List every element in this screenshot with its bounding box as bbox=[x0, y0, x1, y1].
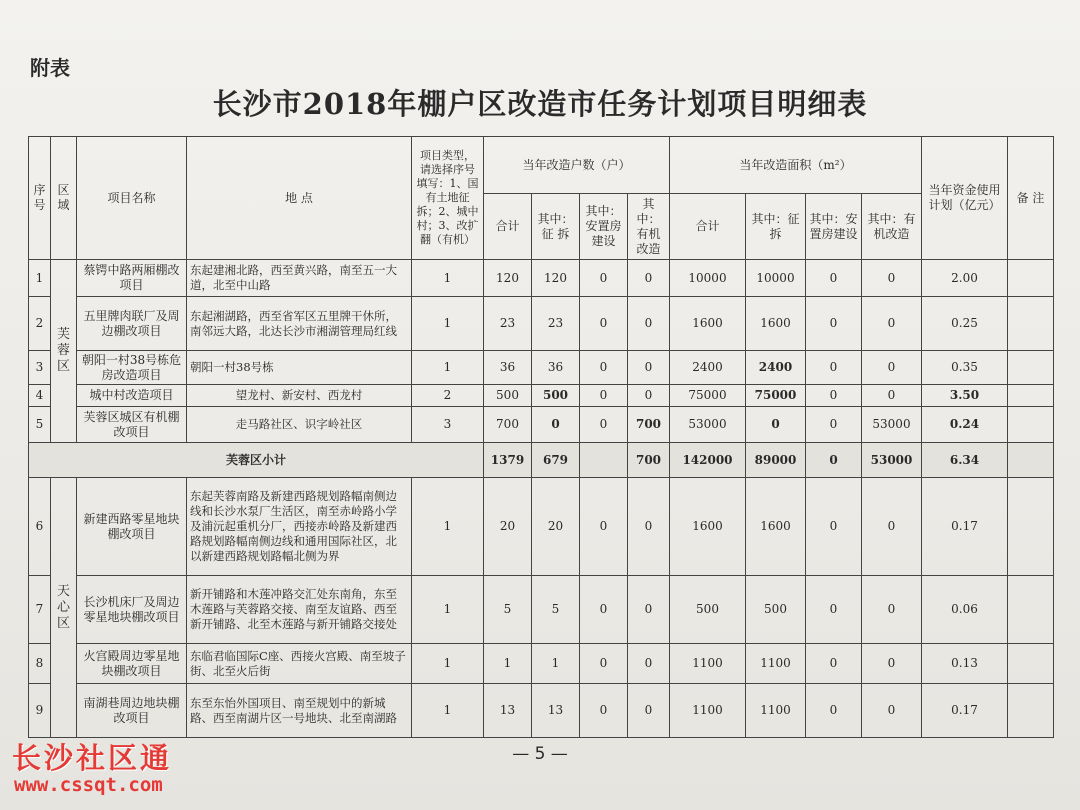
cell-hh-res: 0 bbox=[580, 297, 628, 351]
cell-seq: 7 bbox=[29, 576, 51, 644]
cell-hh-org: 0 bbox=[628, 644, 670, 684]
cell-hh-dem: 36 bbox=[532, 351, 580, 385]
subtotal-ar-dem: 89000 bbox=[746, 443, 806, 478]
cell-seq: 3 bbox=[29, 351, 51, 385]
table-row bbox=[29, 351, 1054, 385]
cell-name: 芙蓉区城区有机棚改项目 bbox=[77, 407, 187, 443]
col-hh-total: 合计 bbox=[484, 194, 532, 260]
cell-name: 新建西路零星地块棚改项目 bbox=[77, 478, 187, 576]
cell-name: 朝阳一村38号栋危房改造项目 bbox=[77, 351, 187, 385]
cell-ar-total: 53000 bbox=[670, 407, 746, 443]
cell-ar-org: 0 bbox=[862, 351, 922, 385]
cell-ar-dem: 1100 bbox=[746, 644, 806, 684]
subtotal-hh-dem: 679 bbox=[532, 443, 580, 478]
col-hh-organic: 其中：有机改造 bbox=[628, 194, 670, 260]
cell-hh-org: 0 bbox=[628, 351, 670, 385]
cell-hh-total: 20 bbox=[484, 478, 532, 576]
watermark-site-url: www.cssqt.com bbox=[14, 774, 163, 796]
cell-ar-res: 0 bbox=[806, 385, 862, 407]
subtotal-ar-total: 142000 bbox=[670, 443, 746, 478]
district-cell-furong: 芙蓉区 bbox=[51, 260, 77, 443]
cell-location: 东至东怡外国项目、南至规划中的新城路、西至南湖片区一号地块、北至南湖路 bbox=[187, 684, 412, 738]
cell-location: 东临君临国际C座、西接火宫殿、南至坡子街、北至火后街 bbox=[187, 644, 412, 684]
cell-hh-dem: 20 bbox=[532, 478, 580, 576]
cell-hh-org: 0 bbox=[628, 478, 670, 576]
cell-remark bbox=[1008, 385, 1054, 407]
cell-type: 1 bbox=[412, 351, 484, 385]
cell-seq: 5 bbox=[29, 407, 51, 443]
cell-ar-dem: 2400 bbox=[746, 351, 806, 385]
cell-ar-dem: 75000 bbox=[746, 385, 806, 407]
cell-location: 朝阳一村38号栋 bbox=[187, 351, 412, 385]
cell-hh-total: 700 bbox=[484, 407, 532, 443]
cell-type: 1 bbox=[412, 297, 484, 351]
table-row bbox=[29, 260, 1054, 297]
cell-funds: 0.35 bbox=[922, 351, 1008, 385]
cell-name: 五里牌肉联厂及周边棚改项目 bbox=[77, 297, 187, 351]
cell-hh-res: 0 bbox=[580, 684, 628, 738]
cell-ar-res: 0 bbox=[806, 351, 862, 385]
cell-ar-total: 500 bbox=[670, 576, 746, 644]
cell-ar-org: 0 bbox=[862, 478, 922, 576]
page-title: 长沙市2018年棚户区改造市任务计划项目明细表 bbox=[212, 87, 868, 121]
cell-hh-dem: 120 bbox=[532, 260, 580, 297]
cell-hh-total: 13 bbox=[484, 684, 532, 738]
col-name: 项目名称 bbox=[77, 137, 187, 260]
cell-name: 南湖巷周边地块棚改项目 bbox=[77, 684, 187, 738]
cell-funds: 0.17 bbox=[922, 684, 1008, 738]
cell-remark bbox=[1008, 260, 1054, 297]
cell-name: 城中村改造项目 bbox=[77, 385, 187, 407]
cell-ar-res: 0 bbox=[806, 576, 862, 644]
table-row bbox=[29, 684, 1054, 738]
cell-hh-res: 0 bbox=[580, 385, 628, 407]
table-row bbox=[29, 576, 1054, 644]
cell-name: 长沙机床厂及周边零星地块棚改项目 bbox=[77, 576, 187, 644]
col-ar-total: 合计 bbox=[670, 194, 746, 260]
cell-location: 新开铺路和木莲冲路交汇处东南角，东至木莲路与芙蓉路交接、南至友谊路、西至新开铺路、北至木莲路与新开铺路交接处 bbox=[187, 576, 412, 644]
cell-funds: 0.24 bbox=[922, 407, 1008, 443]
cell-ar-org: 53000 bbox=[862, 407, 922, 443]
subtotal-hh-res bbox=[580, 443, 628, 478]
cell-name: 蔡锷中路两厢棚改项目 bbox=[77, 260, 187, 297]
cell-ar-res: 0 bbox=[806, 297, 862, 351]
project-table bbox=[28, 136, 1054, 738]
cell-ar-res: 0 bbox=[806, 644, 862, 684]
subtotal-label: 芙蓉区小计 bbox=[29, 443, 484, 478]
cell-seq: 8 bbox=[29, 644, 51, 684]
cell-hh-org: 0 bbox=[628, 684, 670, 738]
table-row bbox=[29, 478, 1054, 576]
cell-remark bbox=[1008, 644, 1054, 684]
cell-hh-res: 0 bbox=[580, 351, 628, 385]
col-households-group: 当年改造户数（户） bbox=[484, 137, 670, 194]
table-row bbox=[29, 644, 1054, 684]
page-number: — 5 — bbox=[512, 744, 568, 764]
cell-name: 火宫殿周边零星地块棚改项目 bbox=[77, 644, 187, 684]
cell-remark bbox=[1008, 407, 1054, 443]
table-row bbox=[29, 297, 1054, 351]
cell-remark bbox=[1008, 351, 1054, 385]
appendix-label: 附表 bbox=[30, 56, 70, 80]
cell-hh-org: 0 bbox=[628, 385, 670, 407]
cell-ar-org: 0 bbox=[862, 644, 922, 684]
cell-hh-total: 36 bbox=[484, 351, 532, 385]
cell-ar-dem: 0 bbox=[746, 407, 806, 443]
cell-ar-res: 0 bbox=[806, 260, 862, 297]
col-funds: 当年资金使用计划（亿元） bbox=[922, 137, 1008, 260]
cell-location: 望龙村、新安村、西龙村 bbox=[187, 385, 412, 407]
subtotal-hh-total: 1379 bbox=[484, 443, 532, 478]
cell-hh-dem: 1 bbox=[532, 644, 580, 684]
cell-hh-dem: 0 bbox=[532, 407, 580, 443]
cell-ar-total: 1100 bbox=[670, 684, 746, 738]
cell-hh-res: 0 bbox=[580, 576, 628, 644]
cell-hh-org: 0 bbox=[628, 297, 670, 351]
cell-hh-total: 1 bbox=[484, 644, 532, 684]
cell-funds: 0.25 bbox=[922, 297, 1008, 351]
cell-type: 1 bbox=[412, 478, 484, 576]
cell-ar-dem: 1100 bbox=[746, 684, 806, 738]
cell-hh-res: 0 bbox=[580, 644, 628, 684]
cell-hh-res: 0 bbox=[580, 478, 628, 576]
cell-type: 1 bbox=[412, 576, 484, 644]
subtotal-row bbox=[29, 443, 1054, 478]
cell-funds: 3.50 bbox=[922, 385, 1008, 407]
col-ar-demolition: 其中：征 拆 bbox=[746, 194, 806, 260]
col-seq: 序号 bbox=[29, 137, 51, 260]
cell-ar-total: 1100 bbox=[670, 644, 746, 684]
cell-hh-dem: 5 bbox=[532, 576, 580, 644]
cell-ar-res: 0 bbox=[806, 684, 862, 738]
cell-seq: 4 bbox=[29, 385, 51, 407]
cell-hh-total: 120 bbox=[484, 260, 532, 297]
col-remarks: 备 注 bbox=[1008, 137, 1054, 260]
cell-hh-res: 0 bbox=[580, 260, 628, 297]
cell-funds: 0.17 bbox=[922, 478, 1008, 576]
cell-ar-total: 2400 bbox=[670, 351, 746, 385]
col-district: 区域 bbox=[51, 137, 77, 260]
cell-hh-dem: 13 bbox=[532, 684, 580, 738]
col-location: 地 点 bbox=[187, 137, 412, 260]
subtotal-remark bbox=[1008, 443, 1054, 478]
cell-location: 走马路社区、识字岭社区 bbox=[187, 407, 412, 443]
cell-hh-org: 700 bbox=[628, 407, 670, 443]
cell-funds: 0.06 bbox=[922, 576, 1008, 644]
cell-seq: 2 bbox=[29, 297, 51, 351]
cell-remark bbox=[1008, 297, 1054, 351]
col-hh-resettlement: 其中：安置房建设 bbox=[580, 194, 628, 260]
col-ar-organic: 其中：有机改造 bbox=[862, 194, 922, 260]
cell-ar-org: 0 bbox=[862, 297, 922, 351]
cell-hh-dem: 500 bbox=[532, 385, 580, 407]
cell-hh-res: 0 bbox=[580, 407, 628, 443]
cell-ar-total: 1600 bbox=[670, 297, 746, 351]
col-ar-resettlement: 其中：安置房建设 bbox=[806, 194, 862, 260]
col-hh-demolition: 其中：征 拆 bbox=[532, 194, 580, 260]
cell-ar-total: 10000 bbox=[670, 260, 746, 297]
cell-remark bbox=[1008, 684, 1054, 738]
cell-funds: 0.13 bbox=[922, 644, 1008, 684]
cell-hh-org: 0 bbox=[628, 576, 670, 644]
cell-seq: 9 bbox=[29, 684, 51, 738]
cell-ar-org: 0 bbox=[862, 576, 922, 644]
subtotal-ar-res: 0 bbox=[806, 443, 862, 478]
table-row bbox=[29, 407, 1054, 443]
cell-location: 东起芙蓉南路及新建西路规划路幅南侧边线和长沙水泵厂生活区，南至赤岭路小学及浦沅起重机分厂，西接赤岭路及新建西路规划路幅南侧边线和通用国际社区，北以新建西路规划路幅北侧为界 bbox=[187, 478, 412, 576]
cell-ar-total: 75000 bbox=[670, 385, 746, 407]
cell-funds: 2.00 bbox=[922, 260, 1008, 297]
cell-ar-dem: 1600 bbox=[746, 478, 806, 576]
subtotal-funds: 6.34 bbox=[922, 443, 1008, 478]
cell-ar-total: 1600 bbox=[670, 478, 746, 576]
cell-hh-total: 500 bbox=[484, 385, 532, 407]
cell-type: 2 bbox=[412, 385, 484, 407]
cell-ar-org: 0 bbox=[862, 260, 922, 297]
cell-ar-dem: 500 bbox=[746, 576, 806, 644]
cell-ar-res: 0 bbox=[806, 478, 862, 576]
cell-location: 东起建湘北路，西至黄兴路，南至五一大道，北至中山路 bbox=[187, 260, 412, 297]
table-row bbox=[29, 385, 1054, 407]
cell-type: 1 bbox=[412, 684, 484, 738]
district-cell-tianxin: 天心区 bbox=[51, 478, 77, 738]
cell-hh-total: 5 bbox=[484, 576, 532, 644]
col-area-group: 当年改造面积（m²） bbox=[670, 137, 922, 194]
cell-hh-dem: 23 bbox=[532, 297, 580, 351]
cell-ar-dem: 1600 bbox=[746, 297, 806, 351]
cell-ar-org: 0 bbox=[862, 385, 922, 407]
cell-type: 1 bbox=[412, 644, 484, 684]
cell-hh-org: 0 bbox=[628, 260, 670, 297]
subtotal-ar-org: 53000 bbox=[862, 443, 922, 478]
cell-ar-dem: 10000 bbox=[746, 260, 806, 297]
col-type: 项目类型，请选择序号填写：1、国有土地征拆；2、城中村；3、改扩翻（有机） bbox=[412, 137, 484, 260]
cell-remark bbox=[1008, 576, 1054, 644]
cell-remark bbox=[1008, 478, 1054, 576]
cell-seq: 6 bbox=[29, 478, 51, 576]
subtotal-hh-org: 700 bbox=[628, 443, 670, 478]
watermark-site-name: 长沙社区通 bbox=[12, 741, 173, 775]
cell-location: 东起湘湖路，西至省军区五里牌干休所，南邻远大路，北达长沙市湘湖管理局红线 bbox=[187, 297, 412, 351]
cell-hh-total: 23 bbox=[484, 297, 532, 351]
cell-type: 3 bbox=[412, 407, 484, 443]
cell-ar-org: 0 bbox=[862, 684, 922, 738]
cell-seq: 1 bbox=[29, 260, 51, 297]
cell-type: 1 bbox=[412, 260, 484, 297]
cell-ar-res: 0 bbox=[806, 407, 862, 443]
